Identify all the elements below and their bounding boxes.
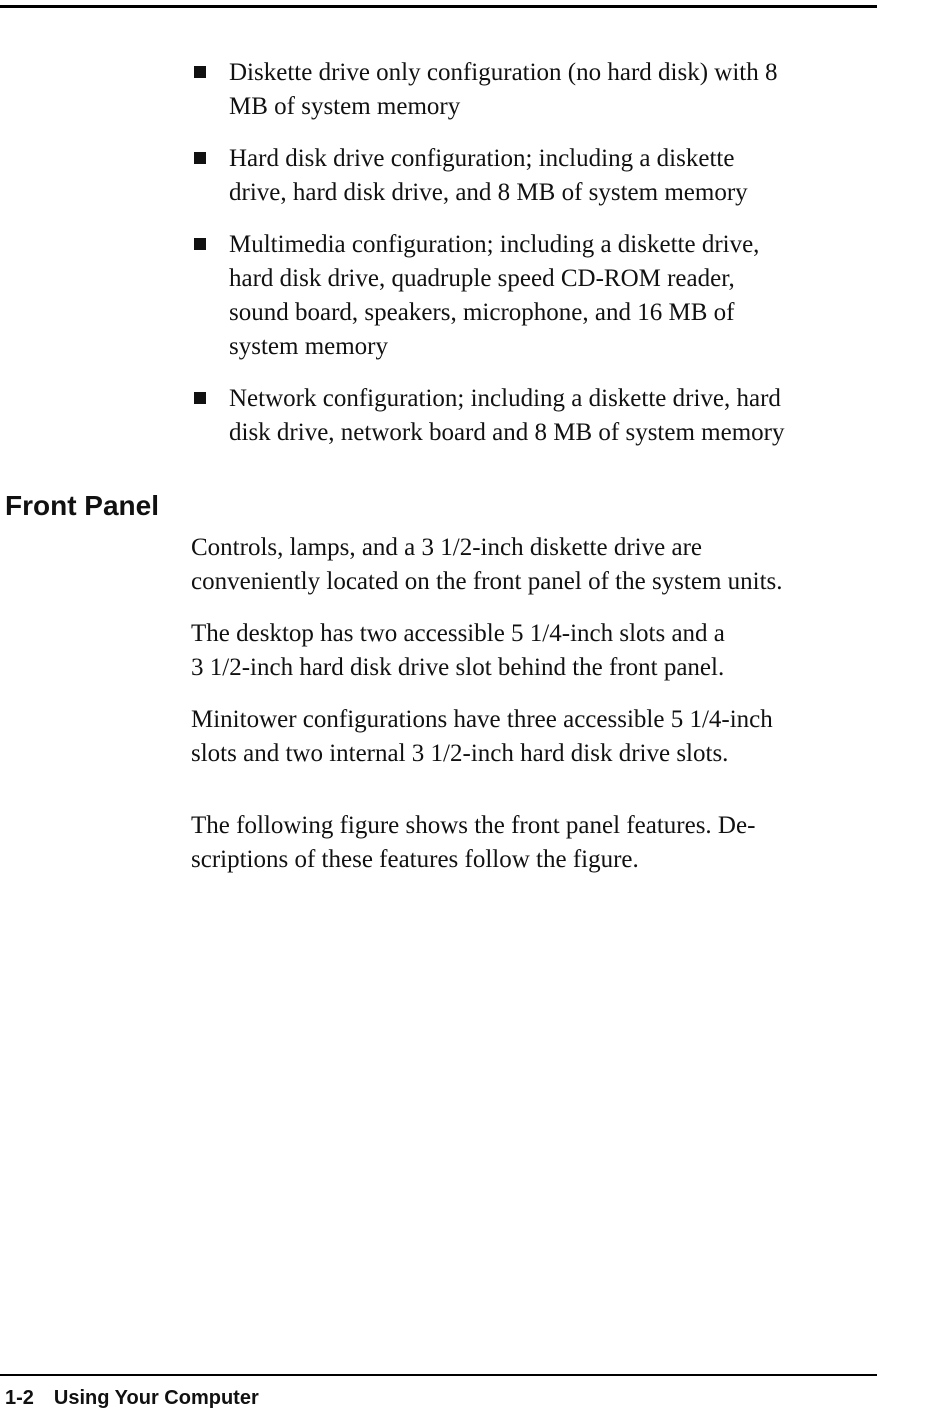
list-item (192, 228, 882, 364)
paragraph (191, 531, 881, 599)
paragraph-line: conveniently located on the front panel of the system units. (191, 568, 783, 595)
list-item-line: Diskette drive only configuration (no hard disk) with 8 (229, 59, 778, 86)
chapter-title: Using Your Computer (53, 1387, 259, 1409)
list-item (192, 142, 882, 210)
paragraph-line: scriptions of these features follow the figure. (191, 846, 639, 873)
paragraph-line: slots and two internal 3 1/2-inch hard disk drive slots. (191, 740, 729, 767)
section-heading: Front Panel (5, 490, 160, 521)
paragraph-line: The following figure shows the front panel features. De- (191, 812, 756, 839)
header-rule (0, 5, 877, 8)
list-item (192, 382, 882, 450)
list-item-line: disk drive, network board and 8 MB of system memory (229, 419, 785, 446)
list-item-line: sound board, speakers, microphone, and 16 MB of (229, 299, 735, 326)
list-item-line: hard disk drive, quadruple speed CD-ROM reader, (229, 265, 735, 292)
list-item-line: Multimedia configuration; including a diskette drive, (229, 231, 760, 258)
list-item-line: MB of system memory (229, 93, 461, 120)
list-item-line: system memory (229, 333, 389, 360)
square-bullet-icon (194, 392, 206, 404)
paragraph (191, 809, 881, 877)
list-item-line: Network configuration; including a diskette drive, hard (229, 385, 781, 412)
square-bullet-icon (194, 152, 206, 164)
page-footer (5, 1385, 259, 1411)
list-item-line: Hard disk drive configuration; including a diskette (229, 145, 735, 172)
square-bullet-icon (194, 66, 206, 78)
page-number: 1-2 (5, 1387, 34, 1409)
square-bullet-icon (194, 238, 206, 250)
paragraph-line: 3 1/2-inch hard disk drive slot behind the front panel. (191, 654, 725, 681)
paragraph (191, 703, 881, 771)
configuration-list (192, 56, 882, 468)
paragraph (191, 617, 881, 685)
list-item-line: drive, hard disk drive, and 8 MB of system memory (229, 179, 748, 206)
footer-rule (0, 1374, 877, 1376)
paragraph-line: Controls, lamps, and a 3 1/2-inch diskette drive are (191, 534, 702, 561)
paragraph-line: The desktop has two accessible 5 1/4-inch slots and a (191, 620, 725, 647)
paragraph-line: Minitower configurations have three accessible 5 1/4-inch (191, 706, 773, 733)
section-body (191, 531, 881, 895)
list-item (192, 56, 882, 124)
